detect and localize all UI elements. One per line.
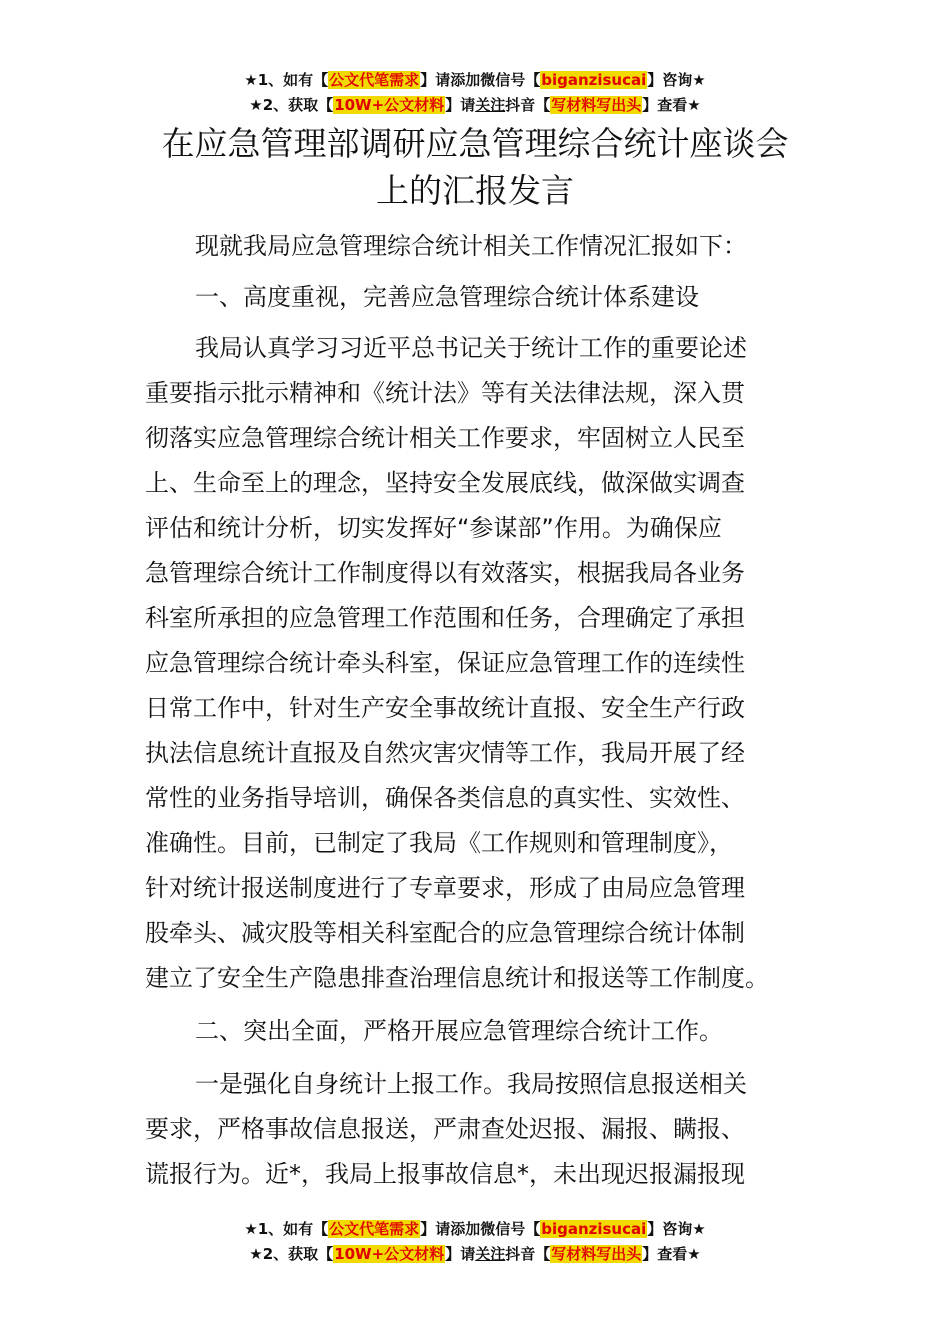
banner-line-2: [0, 1242, 950, 1267]
highlight-service: 公文代笔需求: [329, 71, 420, 89]
banner-text: 】请: [445, 96, 476, 114]
paragraph-line: 日常工作中，针对生产安全事故统计直报、安全生产行政: [145, 694, 745, 722]
banner-line-1: [0, 68, 950, 93]
section-heading-2: 二、突出全面，严格开展应急管理综合统计工作。: [195, 1017, 723, 1045]
section-heading-1: 一、高度重视，完善应急管理综合统计体系建设: [195, 283, 699, 311]
highlight-wechat-id: biganzisucai: [541, 71, 647, 89]
highlight-douyin: 写材料写出头: [551, 1245, 642, 1263]
paragraph-line: 重要指示批示精神和《统计法》等有关法律法规，深入贯: [145, 379, 745, 407]
paragraph-line: 彻落实应急管理综合统计相关工作要求，牢固树立人民至: [145, 424, 745, 452]
banner-text: 抖音【: [505, 1245, 551, 1263]
banner-text: ★1、如有【: [244, 1220, 329, 1238]
paragraph-1: [145, 326, 815, 1001]
highlight-materials: 10W+公文材料: [334, 96, 445, 114]
paragraph-line: 我局认真学习习近平总书记关于统计工作的重要论述: [195, 334, 747, 362]
paragraph-line: 股牵头、减灾股等相关科室配合的应急管理综合统计体制: [145, 919, 745, 947]
banner-text: ★2、获取【: [249, 1245, 334, 1263]
highlight-service: 公文代笔需求: [329, 1220, 420, 1238]
highlight-wechat-id: biganzisucai: [541, 1220, 647, 1238]
banner-text: 】请: [445, 1245, 476, 1263]
paragraph-line: 针对统计报送制度进行了专章要求，形成了由局应急管理: [145, 874, 745, 902]
banner-text: ★2、获取【: [249, 96, 334, 114]
paragraph-line: 谎报行为。近*，我局上报事故信息*，未出现迟报漏报现: [145, 1160, 745, 1188]
banner-text: 】咨询★: [647, 71, 706, 89]
paragraph-line: 应急管理综合统计牵头科室，保证应急管理工作的连续性: [145, 649, 745, 677]
paragraph-line: 科室所承担的应急管理工作范围和任务，合理确定了承担: [145, 604, 745, 632]
banner-follow: 关注: [475, 96, 506, 114]
banner-text: 】查看★: [642, 1245, 701, 1263]
highlight-douyin: 写材料写出头: [551, 96, 642, 114]
paragraph-line: 执法信息统计直报及自然灾害灾情等工作，我局开展了经: [145, 739, 745, 767]
banner-text: ★1、如有【: [244, 71, 329, 89]
paragraph-line: 准确性。目前，已制定了我局《工作规则和管理制度》，: [145, 829, 733, 857]
paragraph-line: 评估和统计分析，切实发挥好“参谋部”作用。为确保应: [145, 514, 722, 542]
banner-line-1: [0, 1217, 950, 1242]
paragraph-line: 建立了安全生产隐患排查治理信息统计和报送等工作制度。: [145, 964, 769, 992]
banner-text: 】咨询★: [647, 1220, 706, 1238]
paragraph-line: 急管理综合统计工作制度得以有效落实，根据我局各业务: [145, 559, 745, 587]
footer-banner: [0, 1217, 950, 1267]
header-banner: [0, 68, 950, 118]
banner-text: 抖音【: [505, 96, 551, 114]
paragraph-line: 一是强化自身统计上报工作。我局按照信息报送相关: [195, 1070, 747, 1098]
banner-follow: 关注: [475, 1245, 506, 1263]
banner-text: 】请添加微信号【: [420, 1220, 541, 1238]
paragraph-line: 要求，严格事故信息报送，严肃查处迟报、漏报、瞒报、: [145, 1115, 745, 1143]
title-line-1: 在应急管理部调研应急管理综合统计座谈会: [161, 124, 789, 163]
paragraph-line: 上、生命至上的理念，坚持安全发展底线，做深做实调查: [145, 469, 745, 497]
intro-paragraph: 现就我局应急管理综合统计相关工作情况汇报如下：: [195, 232, 747, 260]
highlight-materials: 10W+公文材料: [334, 1245, 445, 1263]
paragraph-line: 常性的业务指导培训，确保各类信息的真实性、实效性、: [145, 784, 745, 812]
document-body: [145, 224, 815, 1197]
title-line-2: 上的汇报发言: [376, 171, 574, 210]
banner-text: 】查看★: [642, 96, 701, 114]
paragraph-2: [145, 1062, 815, 1197]
banner-line-2: [0, 93, 950, 118]
banner-text: 】请添加微信号【: [420, 71, 541, 89]
document-title: [140, 120, 810, 214]
